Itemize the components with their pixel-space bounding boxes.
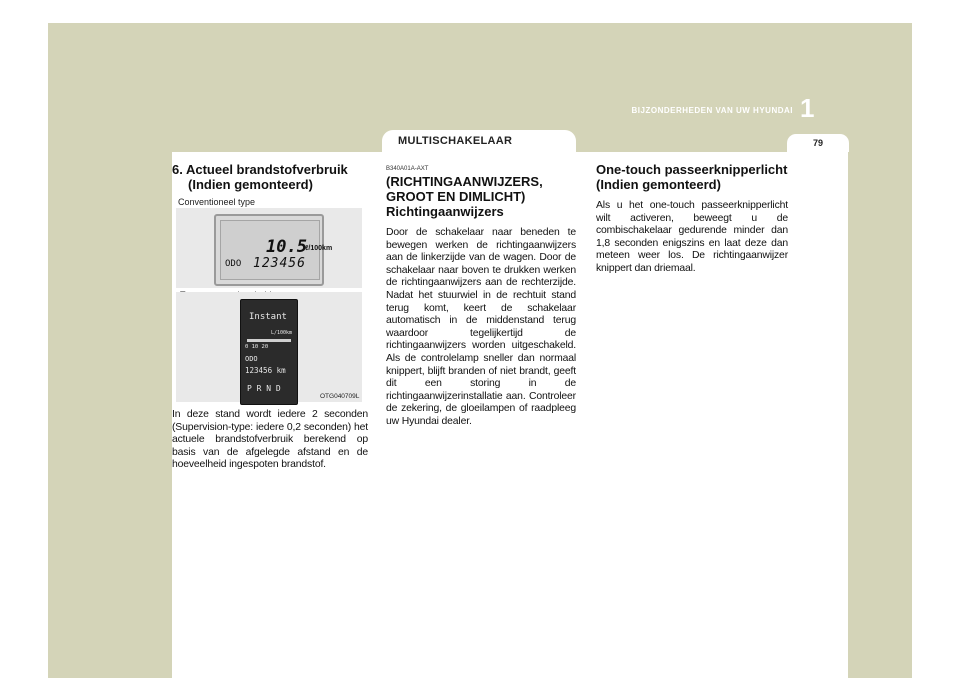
section-tab [382, 130, 576, 152]
figure-code: OTG040709L [320, 393, 360, 400]
flash-paragraph: Als u het one-touch passeerknipperlicht wilt activeren, beweegt u de combischakelaar gedurende minder dan 1,8 seconden enigszins en laat deze dan meteen weer los. De richtingaanwijzer knippert dan driemaal. [596, 200, 788, 274]
figure-conventional [176, 208, 362, 288]
sup-gear: P R N D [247, 384, 281, 393]
section-code: B340A01A-AXT [386, 166, 429, 172]
fuel-heading: 6. Actueel brandstofverbruik (Indien gemonteerd) [172, 162, 348, 192]
turn-signal-paragraph: Door de schakelaar naar beneden te bewegen werken de richtingaanwijzers aan de linkerzijde van de wagen. Door de schakelaar naar boven te drukken werken de richtingaanwijzers aan de rechterzijde. Nadat het stuurwiel in de rechtuit stand terug komt, keert de schakelaar automatisch in de middenstand terug waardoor tegelijkertijd de richtingaanwijzers worden uitgeschakeld. Als de controlelamp sneller dan normaal knippert, blijft branden of niet brandt, geeft dit een storing in de richtingaanwijzerinstallatie aan. Controleer de zekering, de gloeilampen of raadpleeg uw Hyundai dealer. [386, 227, 576, 427]
sup-unit: L/100km [271, 330, 293, 336]
lcd-odo-label: ODO [225, 259, 242, 269]
lcd-fuel-value: 10.5 [266, 237, 307, 257]
figure-label-conventional: Conventioneel type [178, 197, 256, 207]
fuel-paragraph-wrap [172, 401, 368, 472]
column-turn-signals [386, 162, 576, 429]
lcd-display [214, 214, 333, 286]
turn-signal-heading: (RICHTINGAANWIJZERS, GROOT EN DIMLICHT) Richtingaanwijzers [386, 174, 543, 219]
sup-scale: 0 10 20 [245, 344, 269, 350]
sup-odo: ODO [245, 355, 258, 363]
sup-bar [247, 339, 291, 342]
lcd-odo-value: 123456 [253, 256, 306, 271]
column-fuel-consumption [172, 162, 368, 192]
flash-heading: One-touch passeerknipperlicht (Indien gemonteerd) [596, 162, 788, 192]
sup-title: Instant [249, 312, 287, 322]
figure-supervision [176, 292, 362, 402]
column-flash-to-pass [596, 162, 788, 276]
lcd-fuel-unit: ℓ/100km [305, 245, 333, 252]
page-number: 79 [812, 138, 823, 148]
sup-km: 123456 km [245, 366, 286, 375]
supervision-display [240, 299, 298, 405]
section-title: MULTISCHAKELAAR [398, 135, 513, 147]
chapter-label: BIJZONDERHEDEN VAN UW HYUNDAI [631, 106, 793, 115]
chapter-number: 1 [800, 93, 815, 123]
fuel-paragraph: In deze stand wordt iedere 2 seconden (Supervision-type: iedere 0,2 seconden) het actuele brandstofverbruik berekend op basis van de afgelegde afstand en de hoeveelheid ingespoten brandstof. [172, 409, 368, 471]
